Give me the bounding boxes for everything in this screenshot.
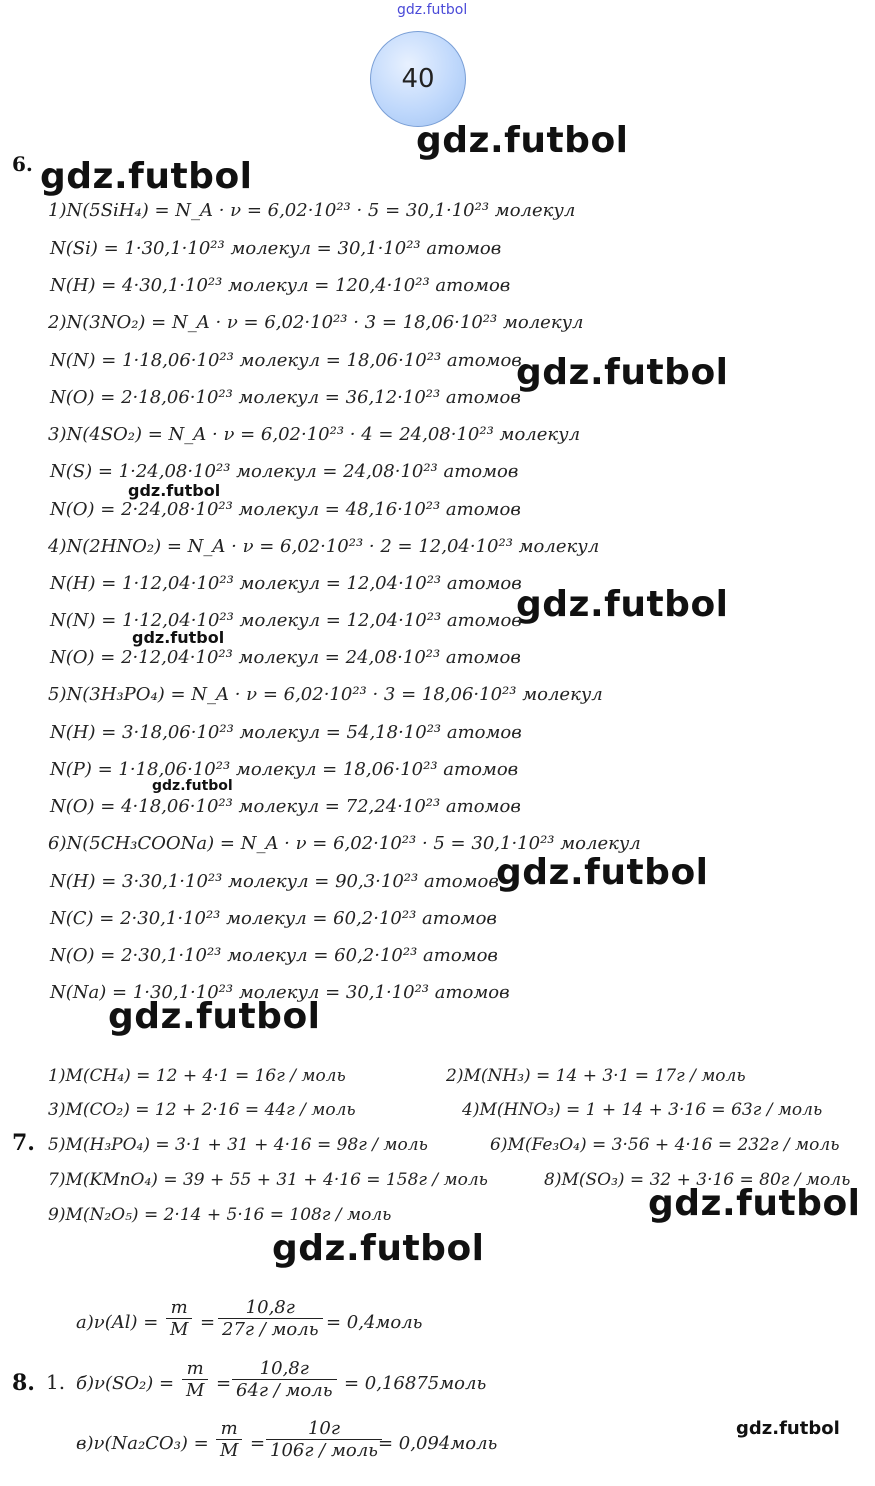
- formula-line: N(O) = 2·12,04·10²³ молекул = 24,08·10²³ атомов: [50, 647, 521, 668]
- molar-mass-line: 2)M(NH₃) = 14 + 3·1 = 17г / моль: [446, 1066, 746, 1086]
- denominator: M: [220, 1440, 239, 1461]
- fraction-m-over-M: [216, 1418, 242, 1461]
- fraction-m-over-M: [166, 1297, 192, 1340]
- formula-result: = 0,094моль: [378, 1433, 498, 1454]
- formula-left: в)ν(Na₂CO₃) =: [76, 1433, 209, 1454]
- amount-formula-a: [76, 1297, 436, 1353]
- molar-mass-line: 6)M(Fe₃O₄) = 3·56 + 4·16 = 232г / моль: [490, 1135, 840, 1155]
- formula-line: N(P) = 1·18,06·10²³ молекул = 18,06·10²³ атомов: [50, 759, 519, 780]
- formula-line: N(Na) = 1·30,1·10²³ молекул = 30,1·10²³ атомов: [50, 982, 510, 1003]
- numerator: m: [166, 1297, 192, 1319]
- watermark-small: gdz.futbol: [736, 1418, 840, 1439]
- molar-mass-line: 7)M(KMnO₄) = 39 + 55 + 31 + 4·16 = 158г / моль: [48, 1170, 488, 1190]
- watermark: gdz.futbol: [648, 1183, 861, 1224]
- formula-line: 6)N(5CH₃COONa) = N_A · ν = 6,02·10²³ · 5 = 30,1·10²³ молекул: [48, 833, 641, 854]
- equals-sign: =: [200, 1312, 216, 1333]
- formula-line: 2)N(3NO₂) = N_A · ν = 6,02·10²³ · 3 = 18,06·10²³ молекул: [48, 312, 584, 333]
- formula-line: 3)N(4SO₂) = N_A · ν = 6,02·10²³ · 4 = 24,08·10²³ молекул: [48, 424, 581, 445]
- fraction-m-over-M: [182, 1358, 208, 1401]
- molar-mass-line: 9)M(N₂O₅) = 2·14 + 5·16 = 108г / моль: [48, 1205, 392, 1225]
- equals-sign: =: [216, 1373, 232, 1394]
- watermark-small: gdz.futbol: [152, 778, 233, 794]
- numerator: m: [216, 1418, 242, 1440]
- task-6-number: 6.: [12, 152, 33, 176]
- watermark: gdz.futbol: [40, 156, 253, 197]
- formula-line: N(O) = 2·24,08·10²³ молекул = 48,16·10²³ атомов: [50, 499, 521, 520]
- formula-line: N(Si) = 1·30,1·10²³ молекул = 30,1·10²³ атомов: [50, 238, 502, 259]
- task-8-subnumber: 1.: [46, 1370, 66, 1394]
- amount-formula-b: [76, 1358, 496, 1414]
- page-number-badge: [370, 31, 466, 127]
- task-7-number: 7.: [12, 1130, 35, 1156]
- formula-line: N(H) = 1·12,04·10²³ молекул = 12,04·10²³ атомов: [50, 573, 522, 594]
- formula-result: = 0,16875моль: [344, 1373, 487, 1394]
- watermark-small: gdz.futbol: [128, 481, 221, 500]
- formula-line: N(O) = 4·18,06·10²³ молекул = 72,24·10²³ атомов: [50, 796, 521, 817]
- formula-line: N(O) = 2·30,1·10²³ молекул = 60,2·10²³ атомов: [50, 945, 498, 966]
- molar-mass-line: 1)M(CH₄) = 12 + 4·1 = 16г / моль: [48, 1066, 346, 1086]
- denominator: 27г / моль: [222, 1319, 319, 1340]
- formula-line: N(H) = 3·30,1·10²³ молекул = 90,3·10²³ атомов: [50, 871, 499, 892]
- denominator: 106г / моль: [270, 1440, 378, 1461]
- denominator: 64г / моль: [236, 1380, 333, 1401]
- task-8-number: 8.: [12, 1370, 35, 1396]
- molar-mass-line: 8)M(SO₃) = 32 + 3·16 = 80г / моль: [544, 1170, 851, 1190]
- watermark: gdz.futbol: [516, 352, 729, 393]
- page-number: 40: [401, 64, 435, 94]
- formula-line: N(H) = 3·18,06·10²³ молекул = 54,18·10²³ атомов: [50, 722, 522, 743]
- formula-line: N(H) = 4·30,1·10²³ молекул = 120,4·10²³ атомов: [50, 275, 511, 296]
- equals-sign: =: [250, 1433, 266, 1454]
- formula-result: = 0,4моль: [326, 1312, 423, 1333]
- formula-line: 5)N(3H₃PO₄) = N_A · ν = 6,02·10²³ · 3 = 18,06·10²³ молекул: [48, 684, 603, 705]
- formula-left: б)ν(SO₂) =: [76, 1373, 175, 1394]
- numerator: 10,8г: [218, 1297, 323, 1319]
- formula-line: N(O) = 2·18,06·10²³ молекул = 36,12·10²³ атомов: [50, 387, 521, 408]
- watermark-small: gdz.futbol: [132, 628, 225, 647]
- denominator: M: [170, 1319, 189, 1340]
- watermark-top: gdz.futbol: [397, 2, 468, 18]
- formula-left: а)ν(Al) =: [76, 1312, 159, 1333]
- molar-mass-line: 3)M(CO₂) = 12 + 2·16 = 44г / моль: [48, 1100, 356, 1120]
- watermark: gdz.futbol: [272, 1228, 485, 1269]
- watermark: gdz.futbol: [496, 852, 709, 893]
- molar-mass-line: 5)M(H₃PO₄) = 3·1 + 31 + 4·16 = 98г / моль: [48, 1135, 428, 1155]
- formula-line: N(S) = 1·24,08·10²³ молекул = 24,08·10²³ атомов: [50, 461, 519, 482]
- fraction-values: [218, 1297, 323, 1340]
- watermark: gdz.futbol: [516, 584, 729, 625]
- fraction-values: [266, 1418, 382, 1461]
- numerator: 10,8г: [232, 1358, 337, 1380]
- numerator: m: [182, 1358, 208, 1380]
- numerator: 10г: [266, 1418, 382, 1440]
- watermark: gdz.futbol: [416, 120, 629, 161]
- fraction-values: [232, 1358, 337, 1401]
- watermark: gdz.futbol: [108, 996, 321, 1037]
- formula-line: 4)N(2HNO₂) = N_A · ν = 6,02·10²³ · 2 = 12,04·10²³ молекул: [48, 536, 600, 557]
- formula-line: 1)N(5SiH₄) = N_A · ν = 6,02·10²³ · 5 = 30,1·10²³ молекул: [48, 200, 576, 221]
- denominator: M: [186, 1380, 205, 1401]
- formula-line: N(N) = 1·18,06·10²³ молекул = 18,06·10²³ атомов: [50, 350, 522, 371]
- molar-mass-line: 4)M(HNO₃) = 1 + 14 + 3·16 = 63г / моль: [462, 1100, 823, 1120]
- formula-line: N(N) = 1·12,04·10²³ молекул = 12,04·10²³ атомов: [50, 610, 522, 631]
- amount-formula-c: [76, 1418, 516, 1474]
- formula-line: N(C) = 2·30,1·10²³ молекул = 60,2·10²³ атомов: [50, 908, 497, 929]
